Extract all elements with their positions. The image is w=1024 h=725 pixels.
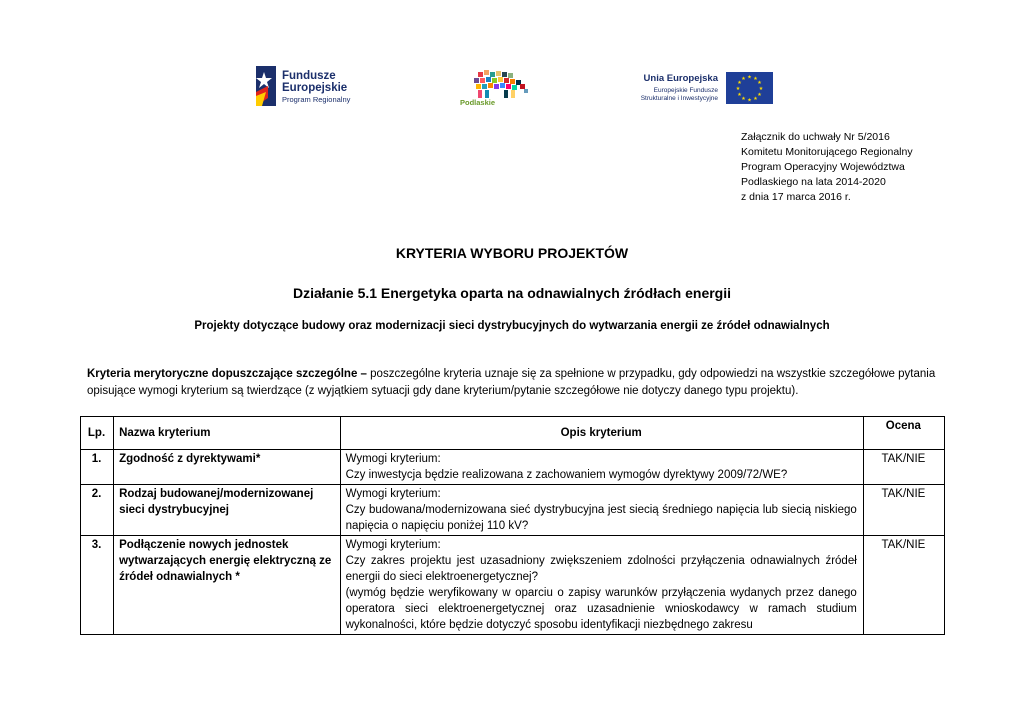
eu-flag-icon	[726, 72, 773, 104]
svg-text:★: ★	[753, 76, 758, 82]
podlaskie-logo	[458, 70, 534, 110]
table-header-row	[81, 417, 945, 450]
row-desc-line: Czy zakres projektu jest uzasadniony zwiększeniem zdolności przyłączenia odnawialnych źródeł energii do sieci elektroenergetycznej?	[345, 555, 857, 583]
annex-line: Program Operacyjny Województwa	[741, 161, 905, 173]
row-desc	[340, 485, 863, 536]
row-desc-line: Wymogi kryterium:	[345, 488, 441, 500]
annex-line: z dnia 17 marca 2016 r.	[741, 191, 851, 203]
header-name: Nazwa kryterium	[114, 417, 341, 450]
eu-line2: Europejskie Fundusze	[653, 87, 718, 94]
row-name: Rodzaj budowanej/modernizowanej sieci dystrybucyjnej	[114, 485, 341, 536]
table-row	[81, 485, 945, 536]
intro-bold: Kryteria merytoryczne dopuszczające szczególne –	[87, 368, 367, 380]
podlaskie-label: Podlaskie	[460, 98, 496, 107]
svg-text:★: ★	[741, 76, 746, 82]
annex-line: Komitetu Monitorującego Regionalny	[741, 146, 913, 158]
row-lp: 3.	[81, 536, 114, 635]
svg-text:★: ★	[735, 86, 741, 92]
svg-text:★: ★	[758, 86, 764, 92]
row-ocena: TAK/NIE	[863, 485, 944, 536]
bison-icon	[458, 70, 534, 100]
eu-line3: Strukturalne i Inwestycyjne	[640, 95, 718, 102]
row-desc	[340, 450, 863, 485]
svg-text:★: ★	[757, 92, 762, 98]
row-ocena: TAK/NIE	[863, 450, 944, 485]
row-ocena: TAK/NIE	[863, 536, 944, 635]
header-desc: Opis kryterium	[340, 417, 863, 450]
svg-text:★: ★	[741, 96, 746, 102]
page-subtitle: Działanie 5.1 Energetyka oparta na odnawialnych źródłach energii	[292, 285, 732, 301]
row-name: Zgodność z dyrektywami*	[114, 450, 341, 485]
row-desc-line: Wymogi kryterium:	[345, 453, 441, 465]
svg-text:★: ★	[737, 80, 742, 86]
annex-line: Podlaskiego na lata 2014-2020	[741, 176, 886, 188]
fe-star-icon	[252, 64, 278, 108]
row-desc	[340, 536, 863, 635]
table-row	[81, 536, 945, 635]
svg-text:★: ★	[737, 92, 742, 98]
row-lp: 1.	[81, 450, 114, 485]
row-name: Podłączenie nowych jednostek wytwarzających energię elektryczną ze źródeł odnawialnych *	[114, 536, 341, 635]
criteria-table	[80, 416, 945, 635]
table-row	[81, 450, 945, 485]
row-desc-line: (wymóg będzie weryfikowany w oparciu o zapisy warunków przyłączenia wydanych przez danego operatora sieci elektroenergetycznej oraz uzasadnienie wnioskodawcy w ramach studium wykonalności, które będzie dotyczyć sposobu identyfikacji niezbędnego zakresu	[345, 587, 857, 631]
intro-text: poszczególne kryteria uznaje się za spełnione w przypadku, gdy odpowiedzi na wszystkie szczegółowe pytania opisujące wymogi kryterium są twierdzące (z wyjątkiem sytuacji gdy dane kryterium/pytanie szczegółowe nie dotyczy danego typu projektu).	[87, 368, 936, 397]
svg-text:★: ★	[747, 97, 752, 104]
page-subtitle-2: Projekty dotyczące budowy oraz modernizacji sieci dystrybucyjnych do wytwarzania energii ze źródeł odnawialnych	[194, 320, 830, 332]
eu-logo	[626, 72, 776, 108]
svg-text:★: ★	[757, 80, 762, 86]
header-lp: Lp.	[81, 417, 114, 450]
row-desc-line: Czy inwestycja będzie realizowana z zachowaniem wymogów dyrektywy 2009/72/WE?	[345, 469, 788, 481]
fundusze-europejskie-logo	[252, 64, 362, 108]
svg-text:★: ★	[747, 74, 752, 81]
fe-line1: Fundusze	[282, 70, 336, 82]
row-desc-line: Wymogi kryterium:	[345, 539, 441, 551]
fe-line2: Europejskie	[282, 82, 348, 94]
annex-line: Załącznik do uchwały Nr 5/2016	[741, 131, 890, 143]
fe-line3: Program Regionalny	[282, 95, 351, 104]
intro-paragraph	[87, 366, 947, 400]
eu-line1: Unia Europejska	[643, 73, 718, 84]
svg-text:★: ★	[753, 96, 758, 102]
row-desc-line: Czy budowana/modernizowana sieć dystrybucyjna jest siecią średniego napięcia lub siecią niskiego napięcia o napięciu poniżej 110 kV?	[345, 504, 857, 532]
annex-note	[741, 130, 913, 205]
header-ocena: Ocena	[863, 417, 944, 450]
page-title: KRYTERIA WYBORU PROJEKTÓW	[395, 245, 629, 261]
row-lp: 2.	[81, 485, 114, 536]
